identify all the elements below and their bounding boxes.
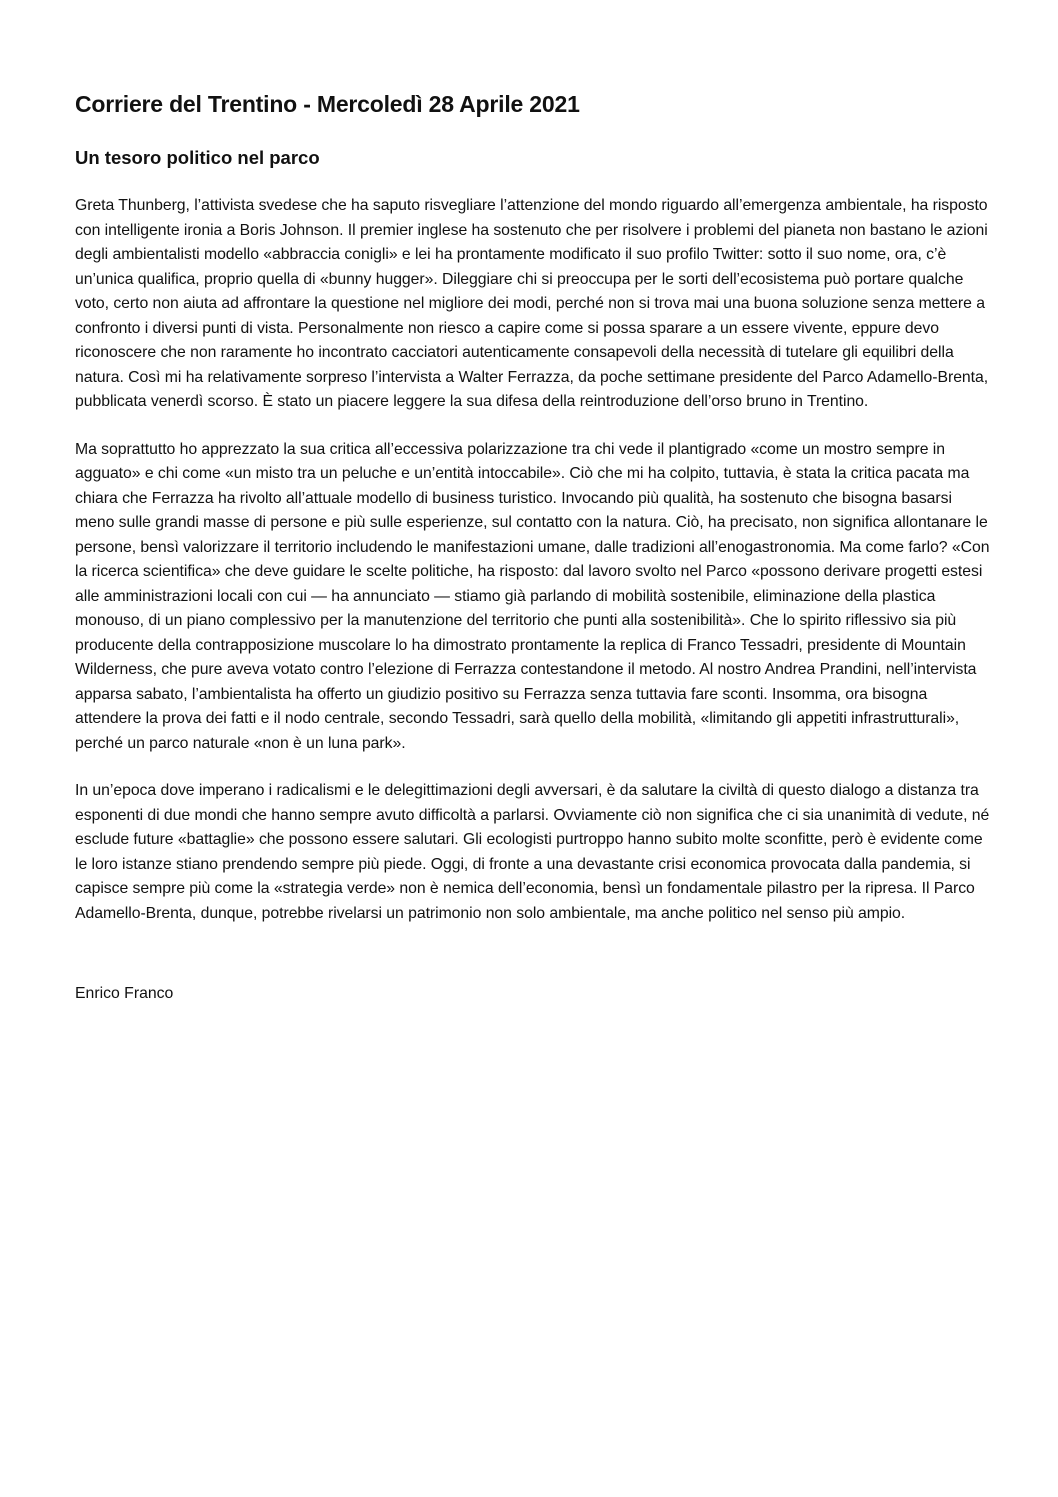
article-headline: Un tesoro politico nel parco (75, 147, 320, 168)
page-title: Corriere del Trentino - Mercoledì 28 Aprile 2021 (75, 91, 580, 117)
article-paragraph-2: Ma soprattutto ho apprezzato la sua critica all’eccessiva polarizzazione tra chi vede il plantigrado «come un mostro sempre in agguato» e chi come «un misto tra un peluche e un’entità intoccabile». Ciò che mi ha colpito, tuttavia, è stata la critica pacata ma chiara che Ferrazza ha rivolto all’attuale modello di business turistico. Invocando più qualità, ha sostenuto che bisogna basarsi meno sulle grandi masse di persone e più sulle esperienze, sul contatto con la natura. Ciò, ha precisato, non significa allontanare le persone, bensì valorizzare il territorio includendo le manifestazioni umane, dalle tradizioni all’enogastronomia. Ma come farlo? «Con la ricerca scientifica» che deve guidare le scelte politiche, ha risposto: dal lavoro svolto nel Parco «possono derivare progetti estesi alle amministrazioni locali con cui — ha annunciato — stiamo già parlando di mobilità sostenibile, eliminazione della plastica monouso, di un piano complessivo per la manutenzione del territorio che punti alla sostenibilità». Che lo spirito riflessivo sia più producente della contrapposizione muscolare lo ha dimostrato prontamente la replica di Franco Tessadri, presidente di Mountain Wilderness, che pure aveva votato contro l’elezione di Ferrazza contestandone il metodo. Al nostro Andrea Prandini, nell’intervista apparsa sabato, l’ambientalista ha offerto un giudizio positivo su Ferrazza senza tuttavia fare sconti. Insomma, ora bisogna attendere la prova dei fatti e il nodo centrale, secondo Tessadri, sarà quello della mobilità, «limitando gli appetiti infrastrutturali», perché un parco naturale «non è un luna park». (75, 440, 990, 752)
author-signature: Enrico Franco (75, 985, 174, 1002)
article-paragraph-1: Greta Thunberg, l’attivista svedese che ha saputo risvegliare l’attenzione del mondo riguardo all’emergenza ambientale, ha risposto con intelligente ironia a Boris Johnson. Il premier inglese ha sostenuto che per risolvere i problemi del pianeta non bastano le azioni degli ambientalisti modello «abbraccia conigli» e lei ha prontamente modificato il suo profilo Twitter: sotto il suo nome, ora, c’è un’unica qualifica, proprio quella di «bunny hugger». Dileggiare chi si preoccupa per le sorti dell’ecosistema può portare qualche voto, certo non aiuta ad affrontare la questione nel migliore dei modi, perché non si trova mai una buona soluzione senza mettere a confronto i diversi punti di vista. Personalmente non riesco a capire come si possa sparare a un essere vivente, eppure devo riconoscere che non raramente ho incontrato cacciatori autenticamente consapevoli della necessità di tutelare gli equilibri della natura. Così mi ha relativamente sorpreso l’intervista a Walter Ferrazza, da poche settimane presidente del Parco Adamello-Brenta, pubblicata venerdì scorso. È stato un piacere leggere la sua difesa della reintroduzione dell’orso bruno in Trentino. (75, 197, 989, 410)
article-paragraph-3: In un’epoca dove imperano i radicalismi e le delegittimazioni degli avversari, è da salutare la civiltà di questo dialogo a distanza tra esponenti di due mondi che hanno sempre avuto difficoltà a parlarsi. Ovviamente ciò non significa che ci sia unanimità di vedute, né esclude future «battaglie» che possono essere salutari. Gli ecologisti purtroppo hanno subito molte sconfitte, però è evidente come le loro istanze stiano prendendo sempre più piede. Oggi, di fronte a una devastante crisi economica provocata dalla pandemia, si capisce sempre più come la «strategia verde» non è nemica dell’economia, bensì un fondamentale pilastro per la ripresa. Il Parco Adamello-Brenta, dunque, potrebbe rivelarsi un patrimonio non solo ambientale, ma anche politico nel senso più ampio. (75, 782, 990, 922)
document-page (75, 88, 995, 1006)
article-body (75, 194, 995, 926)
